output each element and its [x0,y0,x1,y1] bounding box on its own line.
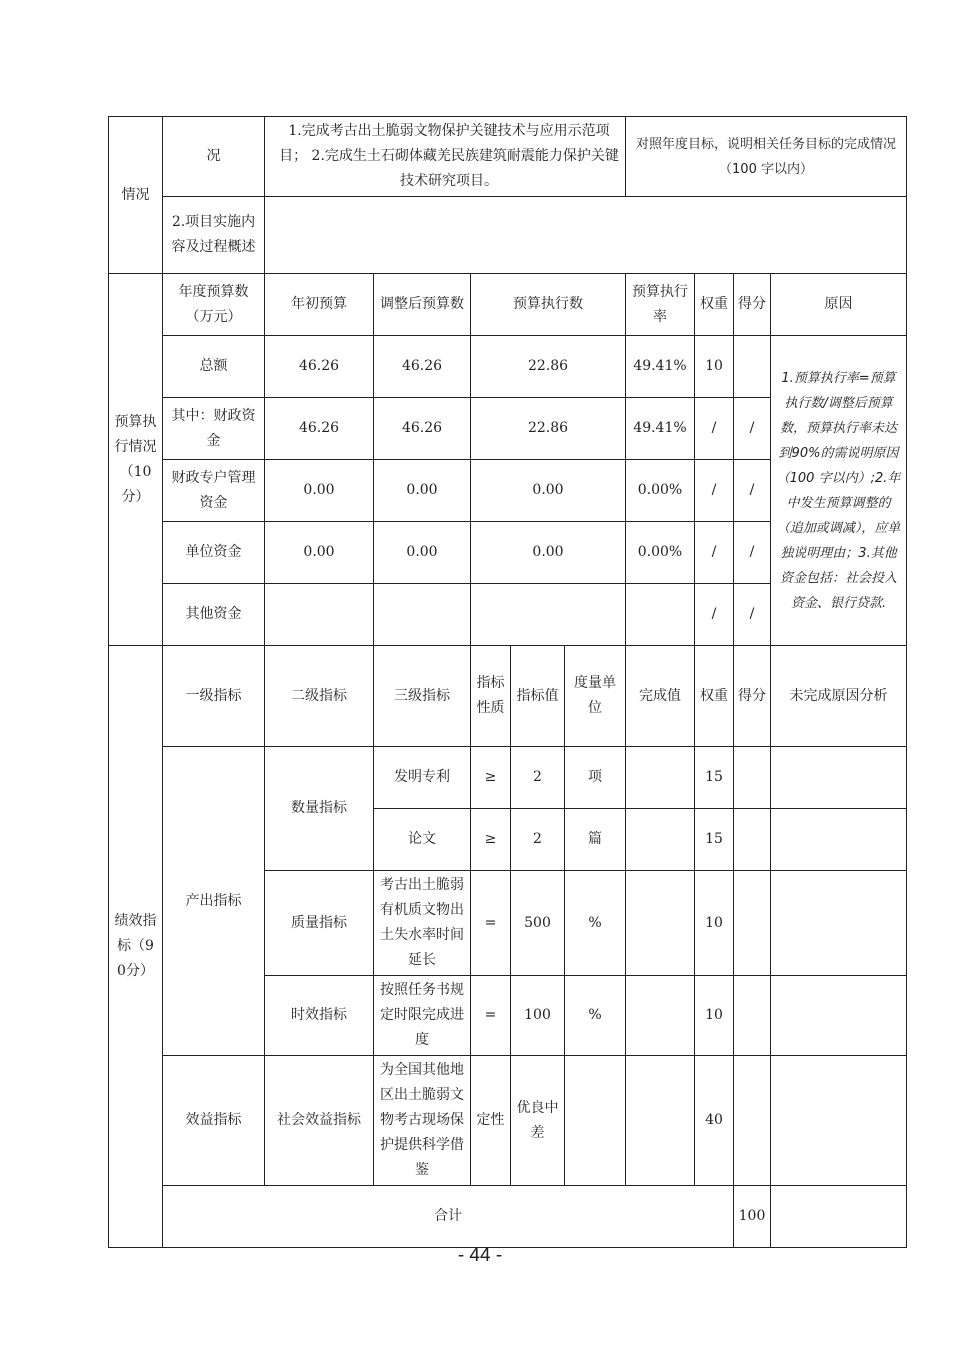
budget-header-executed: 预算执行数 [471,274,626,336]
performance-table [108,116,907,1248]
implementation-label: 2.项目实施内容及过程概述 [163,197,265,274]
budget-score: / [734,460,771,522]
perf-value: 2 [511,747,565,809]
budget-section-label: 预算执行情况（10分） [109,274,163,646]
budget-score: / [734,584,771,646]
budget-initial: 46.26 [265,398,374,460]
perf-done [626,747,695,809]
status-row-label: 情况 [109,117,163,274]
budget-executed [471,584,626,646]
perf-nature: ≥ [471,747,511,809]
perf-unit: % [565,976,626,1056]
budget-score: / [734,522,771,584]
status-sub-label: 况 [163,117,265,197]
implementation-value [265,197,907,274]
budget-rate: 49.41% [626,336,695,398]
quality-indicator-label: 质量指标 [265,871,374,976]
perf-level3: 论文 [374,809,471,871]
budget-initial: 46.26 [265,336,374,398]
budget-row [109,336,907,398]
budget-weight: / [695,398,734,460]
perf-header-done: 完成值 [626,646,695,747]
budget-weight: 10 [695,336,734,398]
perf-nature: 定性 [471,1056,511,1186]
perf-analysis [771,1056,907,1186]
perf-header-weight: 权重 [695,646,734,747]
budget-executed: 22.86 [471,336,626,398]
perf-level3: 为全国其他地区出土脆弱文物考古现场保护提供科学借鉴 [374,1056,471,1186]
perf-weight: 40 [695,1056,734,1186]
budget-weight: / [695,584,734,646]
budget-rate [626,584,695,646]
page-number: - 44 - [457,1245,503,1266]
goal-completion-text: 1.完成考古出土脆弱文物保护关键技术与应用示范项目； 2.完成生土石砌体藏羌民族建筑耐震能力保护关键技术研究项目。 [265,117,626,197]
perf-header-level3: 三级指标 [374,646,471,747]
perf-unit: 篇 [565,809,626,871]
perf-weight: 15 [695,747,734,809]
perf-value: 优良中差 [511,1056,565,1186]
budget-row-label: 财政专户管理资金 [163,460,265,522]
perf-analysis [771,747,907,809]
total-weight: 100 [734,1186,771,1248]
budget-adjusted [374,584,471,646]
total-label: 合计 [163,1186,734,1248]
perf-analysis [771,976,907,1056]
goal-completion-note: 对照年度目标，说明相关任务目标的完成情况（100 字以内） [626,117,907,197]
perf-header-value: 指标值 [511,646,565,747]
budget-header-adjusted: 调整后预算数 [374,274,471,336]
perf-done [626,809,695,871]
output-indicator-label: 产出指标 [163,747,265,1056]
perf-score [734,1056,771,1186]
perf-done [626,1056,695,1186]
budget-row-label: 其他资金 [163,584,265,646]
perf-level3: 发明专利 [374,747,471,809]
budget-reason-note: 1.预算执行率=预算执行数/调整后预算数，预算执行率未达到90%的需说明原因（100 字以内）;2.年中发生预算调整的（追加或调减），应单独说明理由；3.其他资金包括：社会投入资金、银行贷款. [771,336,907,646]
budget-weight: / [695,460,734,522]
budget-executed: 0.00 [471,460,626,522]
perf-header-score: 得分 [734,646,771,747]
perf-score [734,747,771,809]
budget-header-initial: 年初预算 [265,274,374,336]
budget-score: / [734,398,771,460]
budget-rate: 49.41% [626,398,695,460]
perf-analysis [771,871,907,976]
perf-row [109,747,907,809]
perf-value: 2 [511,809,565,871]
quantity-indicator-label: 数量指标 [265,747,374,871]
budget-initial [265,584,374,646]
perf-weight: 15 [695,809,734,871]
perf-value: 500 [511,871,565,976]
budget-row-label: 单位资金 [163,522,265,584]
perf-done [626,976,695,1056]
perf-weight: 10 [695,976,734,1056]
timeliness-indicator-label: 时效指标 [265,976,374,1056]
budget-rate: 0.00% [626,460,695,522]
perf-header-unit: 度量单位 [565,646,626,747]
perf-score [734,809,771,871]
perf-header-level2: 二级指标 [265,646,374,747]
perf-section-label: 绩效指标（90分） [109,646,163,1248]
perf-header-level1: 一级指标 [163,646,265,747]
perf-header-nature: 指标性质 [471,646,511,747]
perf-unit: 项 [565,747,626,809]
social-benefit-label: 社会效益指标 [265,1056,374,1186]
perf-unit [565,1056,626,1186]
budget-initial: 0.00 [265,460,374,522]
perf-analysis [771,809,907,871]
perf-value: 100 [511,976,565,1056]
budget-score [734,336,771,398]
perf-score [734,871,771,976]
budget-header-annual: 年度预算数（万元） [163,274,265,336]
budget-header-rate: 预算执行率 [626,274,695,336]
perf-level3: 按照任务书规定时限完成进度 [374,976,471,1056]
budget-adjusted: 46.26 [374,336,471,398]
budget-initial: 0.00 [265,522,374,584]
budget-adjusted: 0.00 [374,522,471,584]
budget-header-reason: 原因 [771,274,907,336]
perf-unit: % [565,871,626,976]
perf-nature: = [471,976,511,1056]
budget-executed: 0.00 [471,522,626,584]
perf-weight: 10 [695,871,734,976]
perf-row [109,1056,907,1186]
budget-row-label: 总额 [163,336,265,398]
perf-level3: 考古出土脆弱有机质文物出土失水率时间延长 [374,871,471,976]
perf-nature: = [471,871,511,976]
budget-adjusted: 46.26 [374,398,471,460]
budget-header-score: 得分 [734,274,771,336]
perf-done [626,871,695,976]
budget-rate: 0.00% [626,522,695,584]
budget-header-weight: 权重 [695,274,734,336]
total-score [771,1186,907,1248]
budget-row-label: 其中：财政资金 [163,398,265,460]
perf-score [734,976,771,1056]
budget-adjusted: 0.00 [374,460,471,522]
budget-weight: / [695,522,734,584]
benefit-indicator-label: 效益指标 [163,1056,265,1186]
perf-nature: ≥ [471,809,511,871]
perf-header-analysis: 未完成原因分析 [771,646,907,747]
budget-executed: 22.86 [471,398,626,460]
